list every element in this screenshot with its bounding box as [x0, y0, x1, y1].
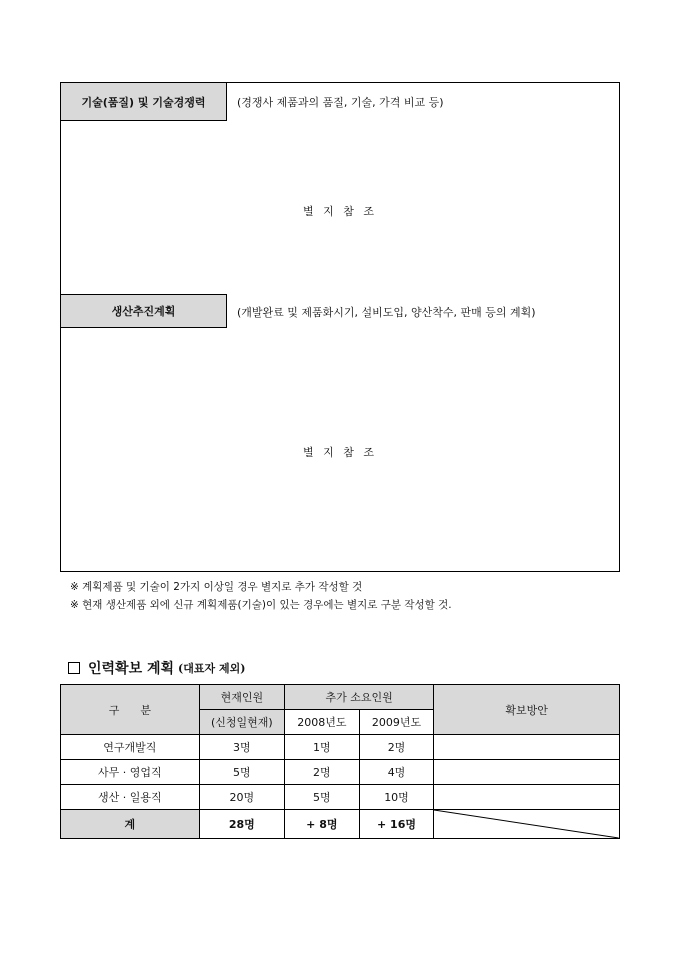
- note-item: ※ 현재 생산제품 외에 신규 계획제품(기술)이 있는 경우에는 별지로 구분 작성할 것.: [70, 599, 452, 611]
- table-row: [61, 735, 620, 760]
- row-current: 3명: [199, 735, 284, 760]
- notes: [70, 578, 452, 614]
- staffing-title: 인력확보 계획: [88, 661, 175, 677]
- header-category: 구 분: [61, 685, 200, 735]
- staffing-subtitle: (대표자 제외): [178, 662, 246, 675]
- header-current: 현재인원: [199, 685, 284, 710]
- diagonal-line-icon: [434, 810, 619, 838]
- production-plan-reference: 별 지 참 조: [303, 446, 377, 459]
- row-current: 20명: [199, 785, 284, 810]
- row-2008: 1명: [285, 735, 360, 760]
- total-category: 계: [61, 810, 200, 839]
- tech-competitiveness-hint: (경쟁사 제품과의 품질, 기술, 가격 비교 등): [237, 96, 444, 109]
- tech-competitiveness-box: [60, 82, 620, 296]
- header-additional: 추가 소요인원: [285, 685, 434, 710]
- tech-competitiveness-label: 기술(품질) 및 기술경쟁력: [61, 83, 227, 121]
- total-2008: + 8명: [285, 810, 360, 839]
- total-2009: + 16명: [359, 810, 434, 839]
- production-plan-box: [60, 294, 620, 572]
- row-2009: 10명: [359, 785, 434, 810]
- row-2009: 2명: [359, 735, 434, 760]
- header-year-2009: 2009년도: [359, 710, 434, 735]
- production-plan-label: 생산추진계획: [61, 294, 227, 328]
- note-item: ※ 계획제품 및 기술이 2가지 이상일 경우 별지로 추가 작성할 것: [70, 581, 363, 593]
- table-row: [61, 760, 620, 785]
- tech-competitiveness-reference: 별 지 참 조: [303, 205, 377, 218]
- row-current: 5명: [199, 760, 284, 785]
- header-current-date: (신청일현재): [199, 710, 284, 735]
- production-plan-hint: (개발완료 및 제품화시기, 설비도입, 양산착수, 판매 등의 계획): [237, 306, 536, 319]
- header-year-2008: 2008년도: [285, 710, 360, 735]
- total-plan-diagonal: [434, 810, 620, 839]
- checkbox-square-icon: [68, 662, 80, 674]
- table-row: [61, 785, 620, 810]
- row-2008: 5명: [285, 785, 360, 810]
- row-category: 연구개발직: [61, 735, 200, 760]
- row-plan: [434, 760, 620, 785]
- row-2009: 4명: [359, 760, 434, 785]
- header-plan: 확보방안: [434, 685, 620, 735]
- staffing-table: [60, 684, 620, 839]
- staffing-section-title: [68, 658, 245, 678]
- total-row: [61, 810, 620, 839]
- row-plan: [434, 785, 620, 810]
- row-2008: 2명: [285, 760, 360, 785]
- row-category: 사무 · 영업직: [61, 760, 200, 785]
- total-current: 28명: [199, 810, 284, 839]
- row-category: 생산 · 일용직: [61, 785, 200, 810]
- row-plan: [434, 735, 620, 760]
